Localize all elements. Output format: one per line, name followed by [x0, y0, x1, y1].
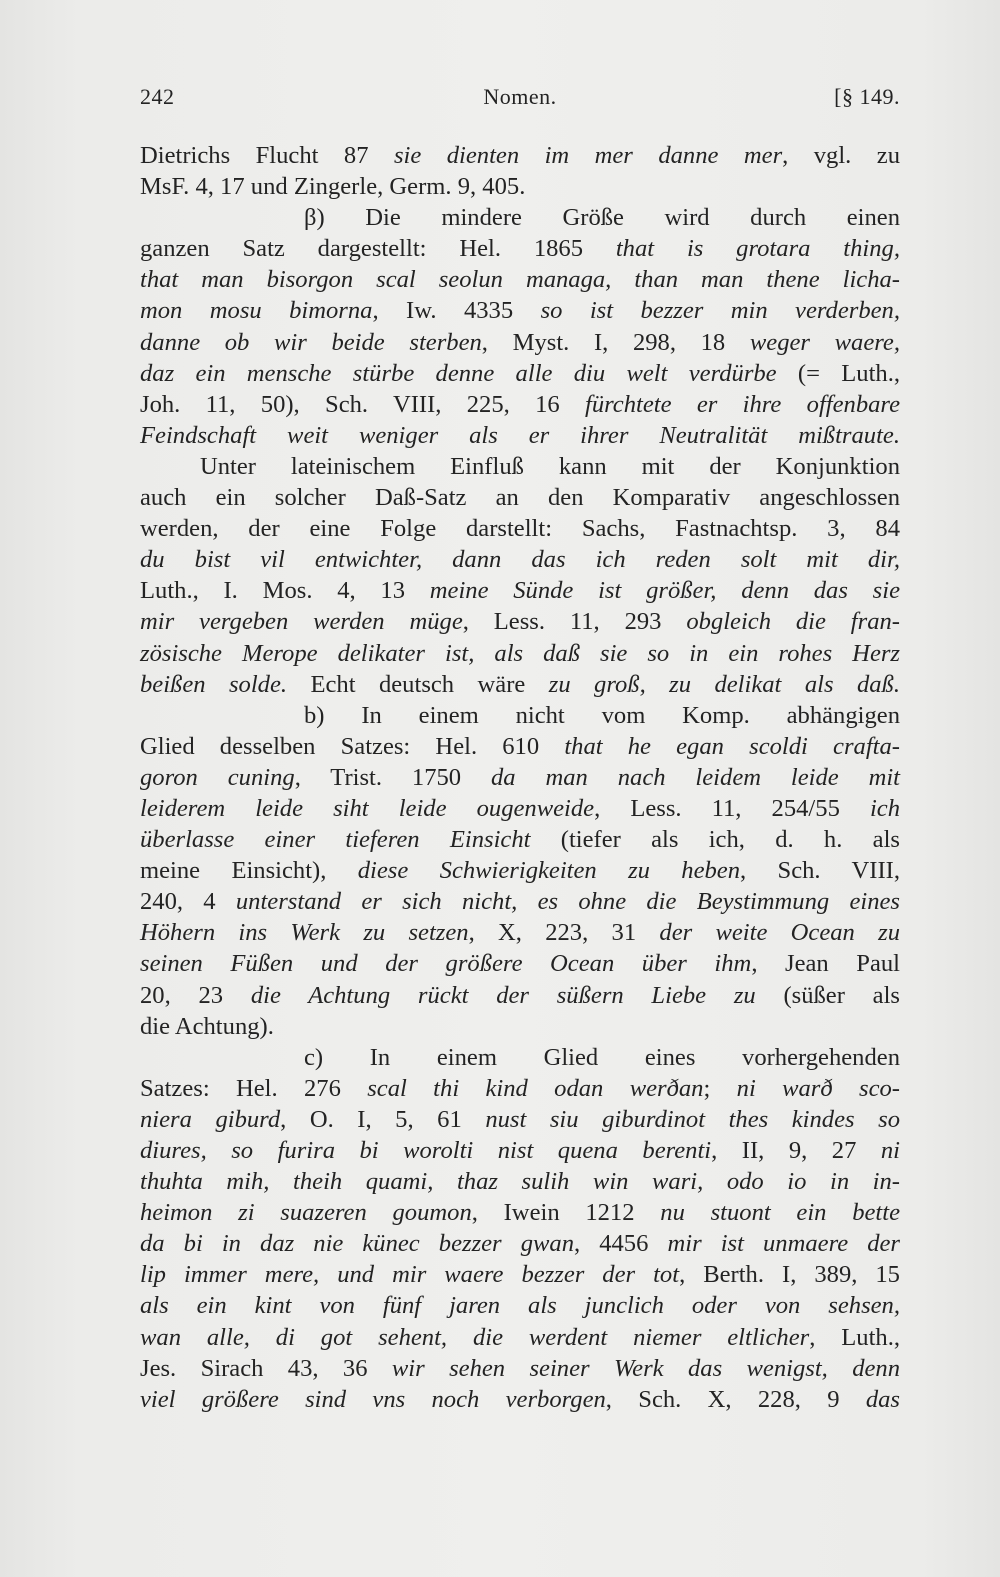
text-line: c) In einem Glied eines vorhergehenden	[304, 1043, 900, 1071]
running-title: Nomen.	[483, 84, 557, 109]
text-line: als ein kint von fünf jaren als junclich oder von sehsen,	[140, 1292, 900, 1320]
text-line: werden, der eine Folge darstellt: Sachs, Fastnachtsp. 3, 84	[140, 515, 900, 543]
text-line: thuhta mih, theih quami, thaz sulih win wari, odo io in in-	[140, 1168, 900, 1196]
section-number: [§ 149.	[834, 84, 900, 109]
text-line: beißen solde. Echt deutsch wäre zu groß, zu delikat als daß.	[140, 670, 900, 698]
text-line: mir vergeben werden müge, Less. 11, 293 obgleich die fran-	[140, 608, 900, 636]
text-line: mon mosu bimorna, Iw. 4335 so ist bezzer min verderben,	[140, 297, 900, 325]
text-line: Joh. 11, 50), Sch. VIII, 225, 16 fürchtete er ihre offenbare	[140, 390, 900, 418]
page-number: 242	[140, 84, 175, 109]
text-line: diures, so furira bi worolti nist quena berenti, II, 9, 27 ni	[140, 1137, 901, 1164]
text-line: Luth., I. Mos. 4, 13 meine Sünde ist größer, denn das sie	[140, 577, 900, 605]
text-line: leiderem leide siht leide ougenweide, Less. 11, 254/55 ich	[140, 794, 900, 822]
text-line: MsF. 4, 17 und Zingerle, Germ. 9, 405.	[140, 173, 526, 201]
text-line: Feindschaft weit weniger als er ihrer Neutralität mißtraute.	[140, 421, 900, 449]
text-line: da bi in daz nie künec bezzer gwan, 4456 mir ist unmaere der	[140, 1230, 900, 1258]
text-line: die Achtung).	[140, 1012, 274, 1040]
body-text	[140, 140, 900, 1415]
text-line: b) In einem nicht vom Komp. abhängigen	[304, 701, 900, 729]
text-line: überlasse einer tieferen Einsicht (tiefer als ich, d. h. als	[140, 826, 900, 854]
page-header	[140, 84, 900, 118]
text-line: auch ein solcher Daß-Satz an den Komparativ angeschlossen	[140, 484, 900, 512]
text-line: 240, 4 unterstand er sich nicht, es ohne die Beystimmung eines	[140, 888, 900, 916]
text-line: danne ob wir beide sterben, Myst. I, 298, 18 weger waere,	[140, 328, 900, 356]
text-line: zösische Merope delikater ist, als daß sie so in ein rohes Herz	[140, 639, 900, 667]
text-line: daz ein mensche stürbe denne alle diu welt verdürbe (= Luth.,	[140, 359, 901, 387]
text-line: wan alle, di got sehent, die werdent niemer eltlicher, Luth.,	[140, 1323, 900, 1351]
text-line: seinen Füßen und der größere Ocean über ihm, Jean Paul	[140, 950, 900, 978]
text-line: niera giburd, O. I, 5, 61 nust siu giburdinot thes kindes so	[140, 1105, 900, 1133]
text-line: Jes. Sirach 43, 36 wir sehen seiner Werk das wenigst, denn	[140, 1354, 901, 1382]
text-line: viel größere sind vns noch verborgen, Sch. X, 228, 9 das	[140, 1385, 900, 1413]
text-line: Dietrichs Flucht 87 sie dienten im mer danne mer, vgl. zu	[140, 142, 901, 169]
text-line: that man bisorgon scal seolun managa, than man thene licha-	[140, 266, 900, 294]
text-line: lip immer mere, und mir waere bezzer der tot, Berth. I, 389, 15	[140, 1261, 900, 1289]
text-line: heimon zi suazeren goumon, Iwein 1212 nu stuont ein bette	[140, 1199, 900, 1227]
text-line: Höhern ins Werk zu setzen, X, 223, 31 der weite Ocean zu	[140, 919, 900, 947]
text-line: β) Die mindere Größe wird durch einen	[304, 204, 900, 232]
text-line: Unter lateinischem Einfluß kann mit der Konjunktion	[200, 452, 900, 480]
text-line: Satzes: Hel. 276 scal thi kind odan werðan; ni warð sco-	[140, 1074, 900, 1102]
text-line: ganzen Satz dargestellt: Hel. 1865 that is grotara thing,	[140, 235, 900, 263]
text-line: Glied desselben Satzes: Hel. 610 that he egan scoldi crafta-	[140, 732, 900, 760]
text-line: meine Einsicht), diese Schwierigkeiten zu heben, Sch. VIII,	[140, 857, 900, 885]
text-line: 20, 23 die Achtung rückt der süßern Liebe zu (süßer als	[140, 981, 900, 1009]
text-line: goron cuning, Trist. 1750 da man nach leidem leide mit	[140, 763, 900, 791]
text-line: du bist vil entwichter, dann das ich reden solt mit dir,	[140, 546, 900, 574]
